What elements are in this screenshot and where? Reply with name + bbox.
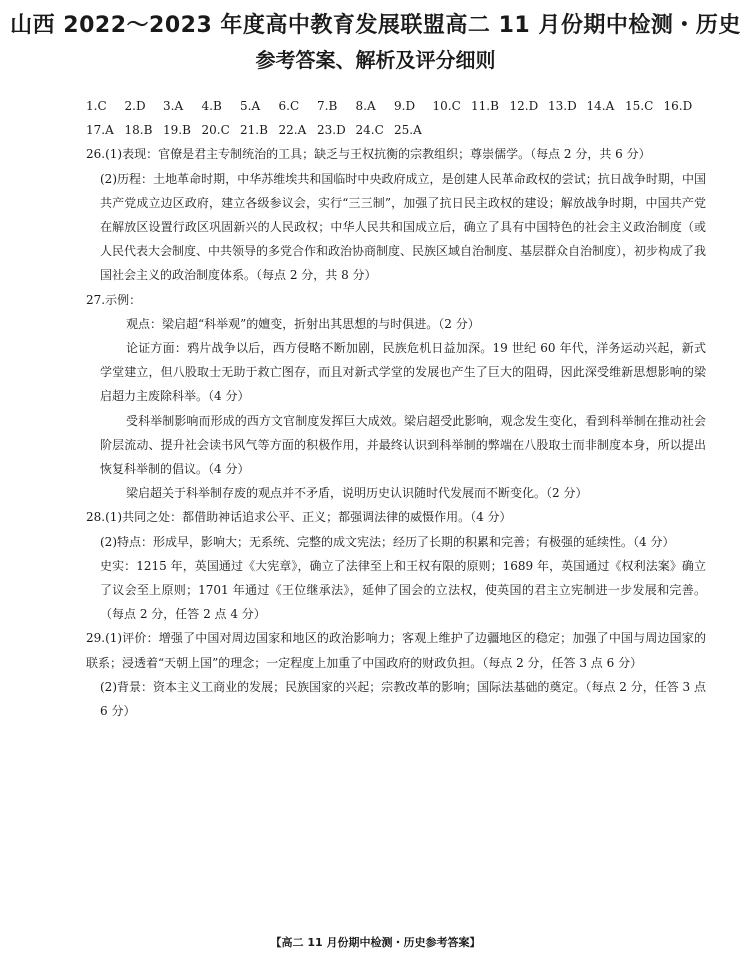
mc-answer: 13.D — [548, 99, 577, 113]
q29-part2: (2)背景：资本主义工商业的发展；民族国家的兴起；宗教改革的影响；国际法基础的奠定。（每点 2 分，任答 3 点 6 分） — [100, 679, 706, 719]
page-footer: 【高二 11 月份期中检测・历史参考答案】 — [270, 936, 481, 949]
mc-answer: 16.D — [663, 99, 693, 113]
mc-answer: 10.C — [432, 99, 461, 113]
mc-answer: 2.D — [124, 99, 146, 113]
q27-argument-2: 受科举制影响而形成的西方文官制度发挥巨大成效。梁启超受此影响，观念发生变化，看到科举制在推动社会阶层流动、提升社会读书风气等方面的积极作用，并最终认识到科举制的弊端在八股取士而非制度本身，所以提出恢复科举制的倡议。（4 分） — [100, 413, 706, 477]
mc-answer: 6.C — [278, 99, 300, 113]
mc-answer: 19.B — [163, 123, 191, 138]
q27-conclusion: 梁启超关于科举制存废的观点并不矛盾，说明历史认识随时代发展而不断变化。（2 分） — [126, 486, 588, 501]
mc-answer: 21.B — [240, 123, 268, 138]
mc-answers-row-1 — [86, 94, 706, 118]
q29-part1: 29.(1)评价：增强了中国对周边国家和地区的政治影响力；客观上维护了边疆地区的稳定；加强了中国与周边国家的联系；浸透着“天朝上国”的理念；一定程度上加重了中国政府的财政负担。（每点 2 分，任答 3 点 6 分） — [86, 631, 706, 670]
mc-answer: 7.B — [317, 99, 338, 113]
q27-viewpoint: 观点：梁启超“科举观”的嬗变，折射出其思想的与时俱进。（2 分） — [126, 316, 480, 331]
mc-answer: 4.B — [201, 99, 222, 113]
mc-answer: 3.A — [163, 99, 184, 113]
page-subtitle: 参考答案、解析及评分细则 — [255, 48, 496, 72]
mc-answer: 20.C — [201, 123, 230, 138]
mc-answer: 17.A — [86, 123, 114, 138]
answer-content — [86, 94, 706, 723]
mc-answer: 11.B — [471, 99, 499, 113]
mc-answer: 22.A — [278, 123, 307, 138]
q27-argument-1: 论证方面：鸦片战争以后，西方侵略不断加剧，民族危机日益加深。19 世纪 60 年代，洋务运动兴起，新式学堂建立，但八股取士无助于救亡图存，而且对新式学堂的发展也产生了巨大的阻碍，因此深受维新思想影响的梁启超力主废除科举。（4 分） — [100, 341, 706, 404]
mc-answer: 8.A — [355, 99, 376, 113]
mc-answer: 18.B — [124, 123, 153, 138]
mc-answer: 5.A — [240, 99, 261, 113]
mc-answer: 9.D — [394, 99, 416, 113]
mc-answers-row-2 — [86, 118, 706, 142]
mc-answer: 25.A — [394, 123, 422, 138]
mc-answer: 24.C — [355, 123, 384, 138]
q28-part2: (2)特点：形成早，影响大；无系统、完整的成文宪法；经历了长期的积累和完善；有极强的延续性。（4 分） — [100, 534, 675, 549]
page-title: 山西 2022～2023 年度高中教育发展联盟高二 11 月份期中检测・历史 — [10, 13, 741, 38]
mc-answer: 1.C — [86, 99, 107, 113]
q27-label: 27.示例： — [86, 292, 142, 307]
q28-part3: 史实：1215 年，英国通过《大宪章》，确立了法律至上和王权有限的原则；1689 年，英国通过《权利法案》确立了议会至上原则；1701 年通过《王位继承法》，延伸了国会的立法权，使英国的君主立宪制进一步发展和完善。（每点 2 分，任答 2 点 4 分） — [100, 558, 706, 622]
mc-answer: 12.D — [509, 99, 539, 113]
mc-answer: 15.C — [625, 99, 654, 113]
q26-part2: (2)历程：土地革命时期，中华苏维埃共和国临时中央政府成立，是创建人民革命政权的尝试；抗日战争时期，中国共产党成立边区政府，建立各级参议会，实行“三三制”，加强了抗日民主政权的建设；解放战争时期，中国共产党在解放区设置行政区巩固新兴的人民政权；中华人民共和国成立后，确立了具有中国特色的社会主义政治制度（或人民代表大会制度、中共领导的多党合作和政治协商制度、民族区域自治制度、基层群众自治制度），初步构成了我国社会主义的政治制度体系。（每点 2 分，共 8 分） — [100, 171, 707, 283]
mc-answer: 23.D — [317, 123, 346, 138]
q28-part1: 28.(1)共同之处：都借助神话追求公平、正义；都强调法律的威慑作用。（4 分） — [86, 510, 512, 525]
mc-answer: 14.A — [586, 99, 615, 113]
q26-part1: 26.(1)表现：官僚是君主专制统治的工具；缺乏与王权抗衡的宗教组织；尊崇儒学。（每点 2 分，共 6 分） — [86, 147, 651, 162]
